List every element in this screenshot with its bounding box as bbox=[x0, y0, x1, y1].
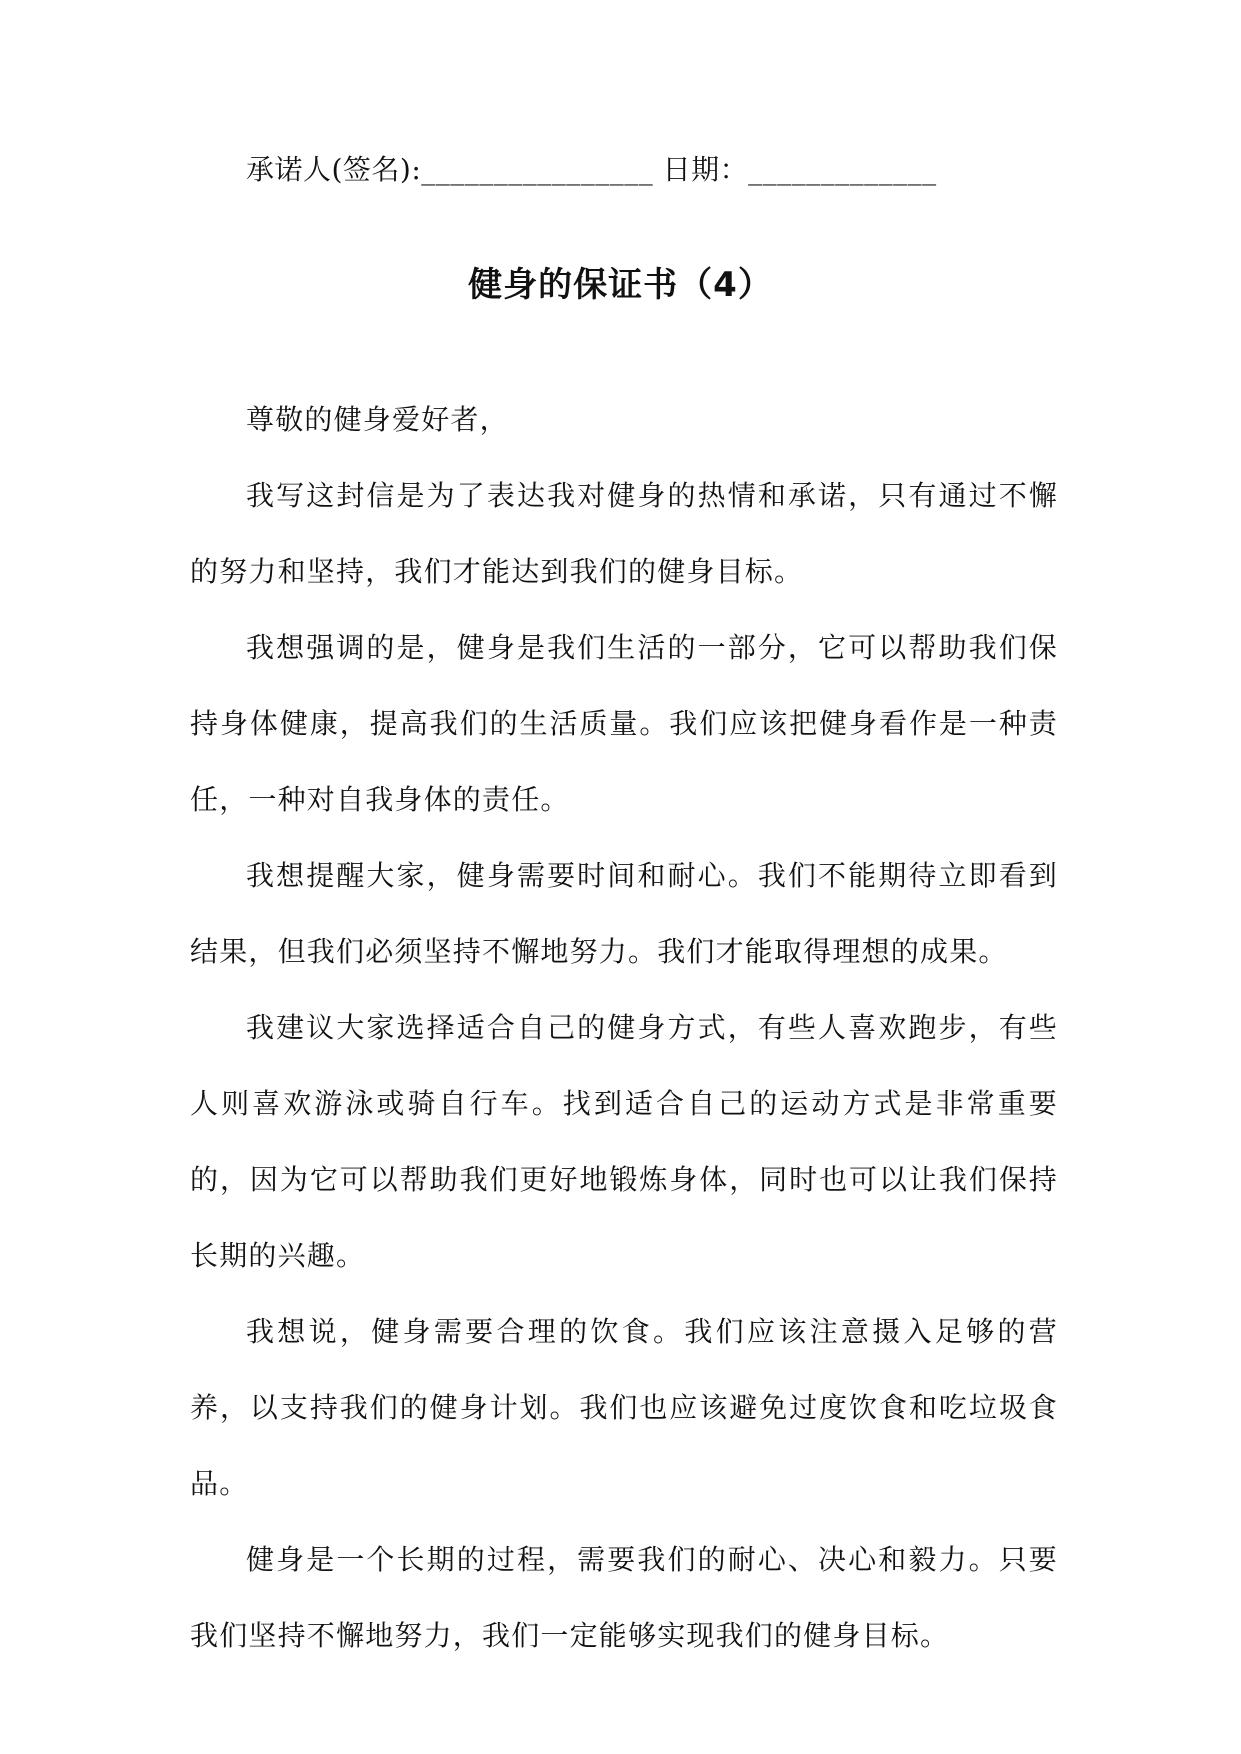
body-paragraph: 我想提醒大家，健身需要时间和耐心。我们不能期待立即看到结果，但我们必须坚持不懈地努力。我们才能取得理想的成果。 bbox=[190, 859, 1058, 968]
document-title: 健身的保证书（4） bbox=[468, 265, 773, 305]
body-paragraph: 我建议大家选择适合自己的健身方式，有些人喜欢跑步，有些人则喜欢游泳或骑自行车。找到适合自己的运动方式是非常重要的，因为它可以帮助我们更好地锻炼身体，同时也可以让我们保持长期的兴趣。 bbox=[190, 1011, 1058, 1272]
body-paragraph: 健身是一个长期的过程，需要我们的耐心、决心和毅力。只要我们坚持不懈地努力，我们一定能够实现我们的健身目标。 bbox=[190, 1543, 1058, 1652]
greeting-paragraph: 尊敬的健身爱好者， bbox=[246, 403, 509, 436]
body-paragraph: 我想强调的是，健身是我们生活的一部分，它可以帮助我们保持身体健康，提高我们的生活质量。我们应该把健身看作是一种责任，一种对自我身体的责任。 bbox=[190, 631, 1058, 816]
document-body bbox=[190, 382, 1058, 1674]
body-paragraph: 我写这封信是为了表达我对健身的热情和承诺，只有通过不懈的努力和坚持，我们才能达到我们的健身目标。 bbox=[190, 479, 1058, 588]
signature-date-line: 承诺人(签名):________________ 日期：_____________ bbox=[246, 153, 937, 186]
body-paragraph: 我想说，健身需要合理的饮食。我们应该注意摄入足够的营养，以支持我们的健身计划。我们也应该避免过度饮食和吃垃圾食品。 bbox=[190, 1315, 1058, 1500]
